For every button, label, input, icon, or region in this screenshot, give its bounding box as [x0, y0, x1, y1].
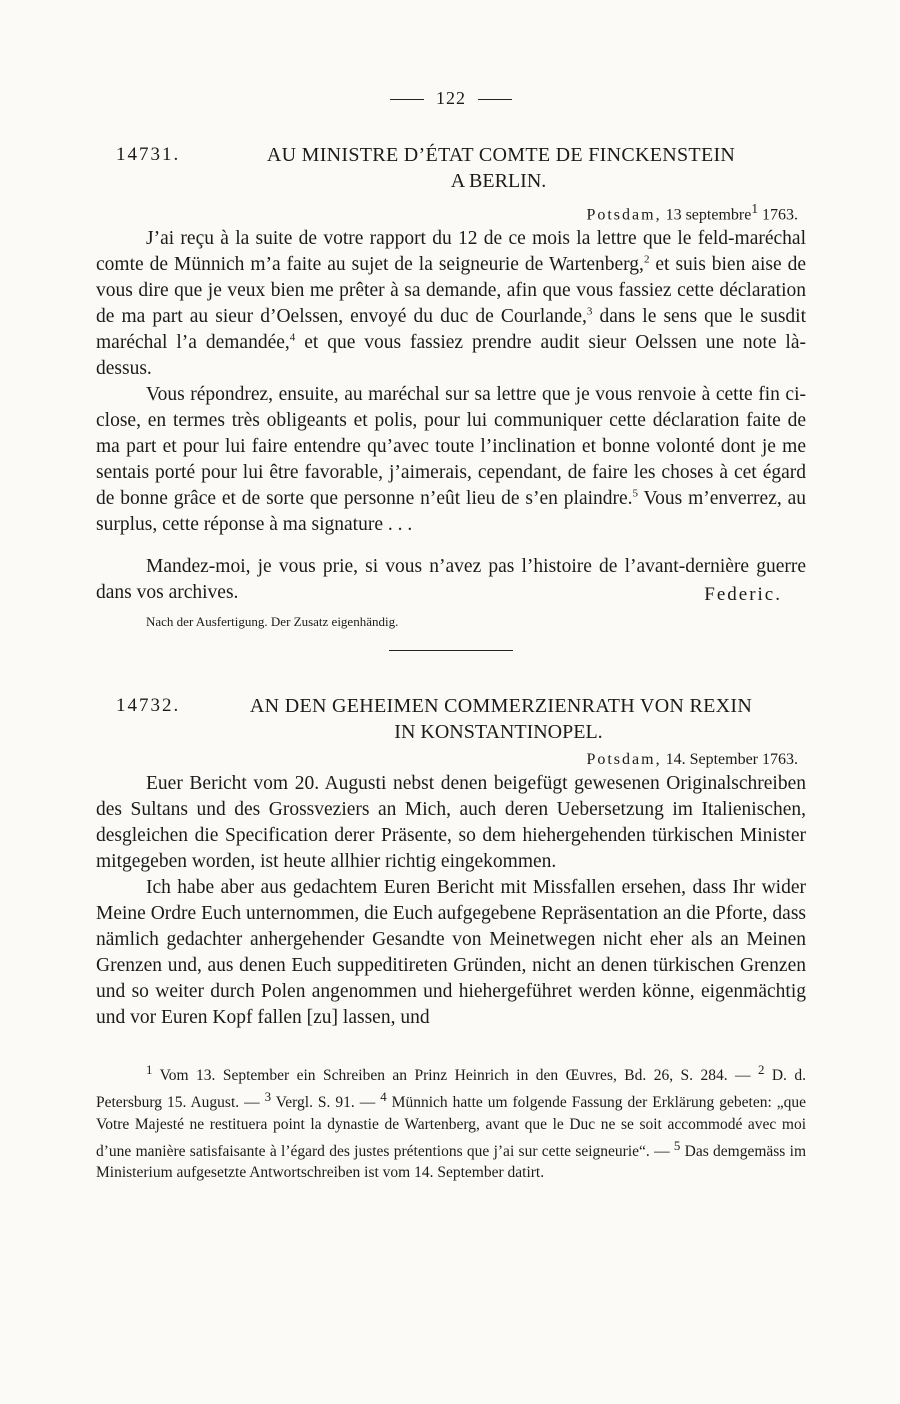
- letter-place: Potsdam,: [586, 206, 662, 224]
- letter-year: 1763.: [758, 206, 798, 224]
- letter-paragraph: Ich habe aber aus gedachtem Euren Bericht mit Missfallen ersehen, dass Ihr wider Meine Ordre Euch unternommen, die Euch aufgegebene Repräsentation an die Pforte, dass nämlich gedachter anhergehender Gesandte von Meinetwegen nicht eher als an Meinen Grenzen und, aus denen Euch suppeditireten Gründen, nicht an denen türkischen Grenzen und so weiter durch Polen angenommen und hiehergeführet werden könne, eigenmächtig und vor Euren Kopf fallen [zu] lassen, und: [96, 877, 806, 1029]
- footnote-mark: 1: [146, 1062, 153, 1078]
- letter-title-line1: AU MINISTRE D’ÉTAT COMTE DE FINCKENSTEIN: [266, 144, 736, 166]
- footnote-text: Vergl. S. 91. —: [271, 1094, 381, 1112]
- footnote-text: Das demgemäss im Ministerium aufgesetzte Antwortschreiben ist vom 14. September datirt.: [96, 1142, 806, 1181]
- letter-date: 14. September 1763.: [661, 751, 798, 769]
- letter-title-line1: AN DEN GEHEIMEN COMMERZIENRATH VON REXIN: [249, 695, 753, 718]
- signature: Federic.: [704, 584, 782, 606]
- letter-heading: [96, 142, 806, 194]
- paragraph-text: et suis bien aise de vous dire que je veux bien me prêter à sa demande, afin que vous fassiez cette déclaration de ma part au sieur d’Oelssen, envoyé du duc de Courlande,: [96, 254, 806, 328]
- paragraph-text: Vous m’enverrez, au surplus, cette réponse à ma signature . . .: [96, 488, 806, 536]
- footnote-mark: 5: [673, 1137, 681, 1153]
- paragraph-text: Vous répondrez, ensuite, au maréchal sur sa lettre que je vous renvoie à cette fin ci-close, en termes très obligeants et polis, pour lui communiquer cette déclaration faite de ma part et pour lui faire entendre qu’avec toute l’inclination et bonne volonté dont je me sentais porté pour lui être favorable, j’aimerais, cependant, de faire les choses à cet égard de bonne grâce et de sorte que personne n’eût lieu de s’en plaindre.: [96, 384, 806, 510]
- paragraph-text: J’ai reçu à la suite de votre rapport du 12 de ce mois la lettre que le feld-maréchal comte de Münnich m’a faite au sujet de la seigneurie de Wartenberg,: [96, 228, 806, 276]
- paragraph-text: et que vous fassiez prendre audit sieur Oelssen une note là-dessus.: [96, 332, 806, 380]
- page-number-dash-left: [390, 99, 424, 100]
- footnotes: [96, 1059, 806, 1182]
- letter-heading: [96, 693, 806, 745]
- page-number-dash-right: [478, 99, 512, 100]
- footnote-mark: 3: [264, 1089, 272, 1105]
- letter-title-line2: IN KONSTANTINOPEL.: [394, 721, 603, 744]
- letter-place-date: [96, 198, 806, 226]
- footnote-text: D. d. Petersburg 15. August. —: [96, 1067, 806, 1112]
- footnote-mark: 4: [380, 1089, 387, 1105]
- letter-paragraph: [96, 382, 806, 538]
- footnote-ref: 1: [751, 201, 758, 216]
- footnote-ref: 5: [632, 487, 639, 500]
- footnote-ref: 4: [289, 331, 296, 344]
- postscript: Mandez-moi, je vous prie, si vous n’avez pas l’histoire de l’avant-dernière guerre dans vos archives.: [96, 556, 806, 604]
- section-divider: [389, 650, 513, 651]
- page-number-line: [96, 84, 806, 112]
- footnote-ref: 2: [643, 253, 650, 266]
- source-note: Nach der Ausfertigung. Der Zusatz eigenhändig.: [146, 614, 399, 630]
- footnote-text: Münnich hatte um folgende Fassung der Erklärung gebeten: „que Votre Majesté ne restituera point la dynastie de Wartenberg, avant que le Duc ne se soit accommodé avec moi d’une manière satisfaisante à l’égard des justes prétentions que j’ai sur cette seigneurie“. —: [96, 1094, 806, 1160]
- footnote-mark: 2: [757, 1062, 765, 1078]
- footnote-text: Vom 13. September ein Schreiben an Prinz Heinrich in den Œuvres, Bd. 26, S. 284. —: [152, 1067, 758, 1085]
- footnote-block: [96, 1059, 806, 1182]
- page: [96, 84, 806, 1183]
- letter-place-date: [96, 749, 806, 771]
- footnote-ref: 3: [586, 305, 593, 318]
- letter-number: 14731.: [116, 144, 181, 165]
- paragraph-text: dans le sens que le susdit maréchal l’a demandée,: [96, 306, 807, 354]
- letter-paragraph: [96, 226, 806, 382]
- letter-date: 13 septembre: [661, 206, 752, 224]
- letter-title-line2: A BERLIN.: [450, 170, 547, 192]
- letter-number: 14732.: [116, 695, 181, 717]
- page-number: 122: [436, 88, 466, 108]
- letter-place: Potsdam,: [586, 751, 662, 769]
- letter-paragraph: Euer Bericht vom 20. Augusti nebst denen beigefügt gewesenen Originalschreiben des Sultans und des Grossveziers an Mich, auch deren Uebersetzung im Italienischen, desgleichen die Specification derer Präsente, so dem hiehergehenden türkischen Minister mitgegeben worden, ist heute allhier richtig eingekommen.: [96, 773, 806, 873]
